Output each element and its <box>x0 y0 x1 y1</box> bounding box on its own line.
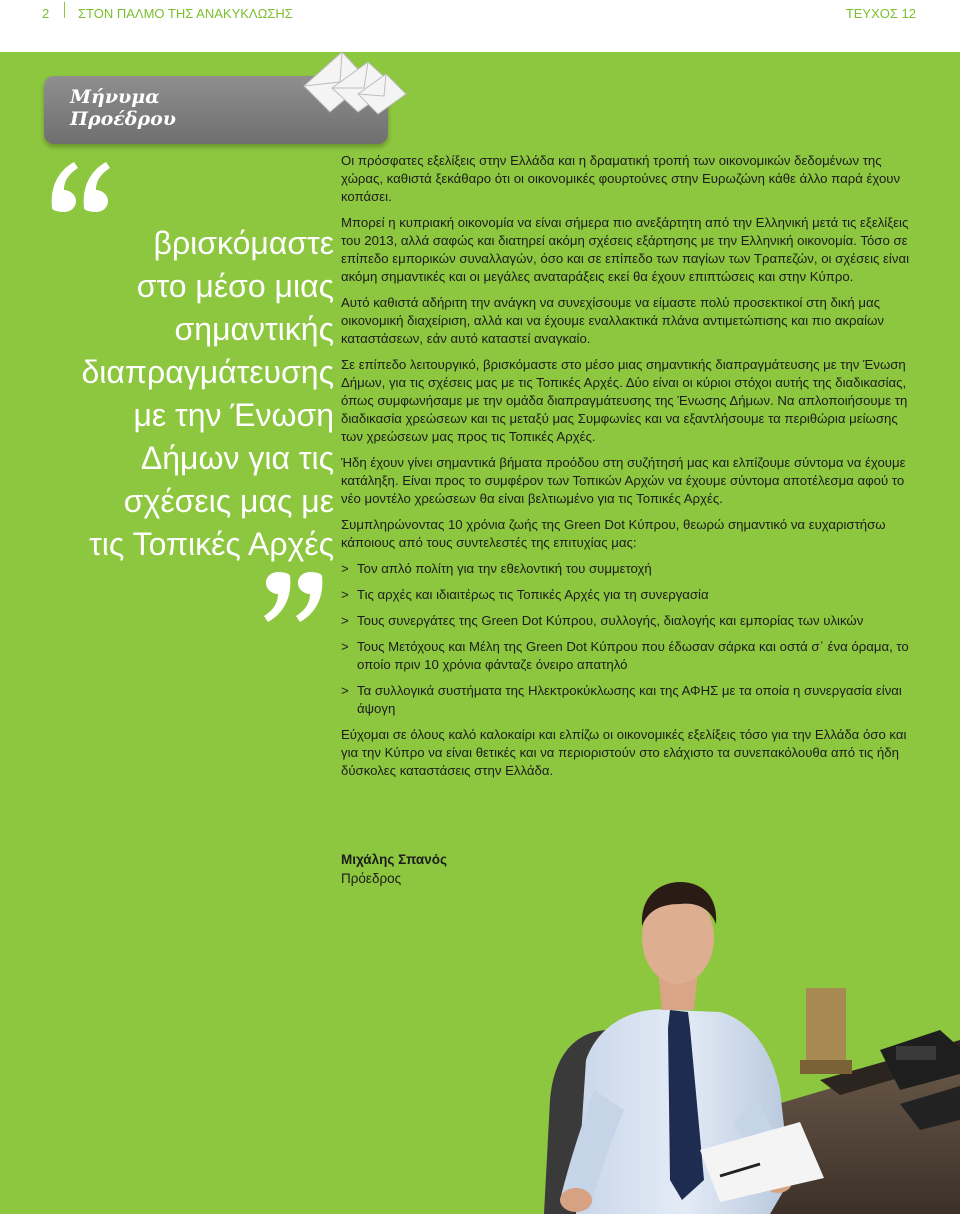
signature-title: Πρόεδρος <box>341 871 402 886</box>
envelopes-icon <box>298 46 410 116</box>
list-item-text: Τον απλό πολίτη για την εθελοντική του συμμετοχή <box>357 561 652 576</box>
page-number: 2 <box>42 6 50 21</box>
section-title-line2: Προέδρου <box>70 108 176 130</box>
section-title <box>70 86 270 130</box>
article-paragraph: Σε επίπεδο λειτουργικό, βρισκόμαστε στο μέσο μιας σημαντικής διαπραγμάτευσης με την Ένωση Δήμων, για τις σχέσεις μας με τις Τοπικές Αρχές. Δύο είναι οι κύριοι στόχοι αυτής της διαδικασίας, όπως συμφωνήσαμε με την ομάδα διαπραγμάτευσης της Ένωσης Δήμων. Να απλοποιήσουμε τη διαδικασία χρεώσεων και τις μεταξύ μας Συμφωνίες και να εξαντλήσουμε τα περιθώρια μείωσης των χρεώσεων μας προς τις Τοπικές Αρχές. <box>341 357 908 444</box>
list-item-text: Τους Μετόχους και Μέλη της Green Dot Κύπρου που έδωσαν σάρκα και οστά σ΄ ένα όραμα, το οποίο πριν 10 χρόνια φάνταζε όνειρο απατηλό <box>357 639 909 672</box>
page-header <box>0 0 960 52</box>
article-paragraph: Συμπληρώνοντας 10 χρόνια ζωής της Green Dot Κύπρου, θεωρώ σημαντικό να ευχαριστήσω κάποιους από τους συντελεστές της επιτυχίας μας: <box>341 517 886 550</box>
bullet-marker: > <box>341 639 349 654</box>
bullet-marker: > <box>341 683 349 698</box>
pull-quote-line: στο μέσο μιας <box>136 268 334 304</box>
list-item-text: Τις αρχές και ιδιαιτέρως τις Τοπικές Αρχές για τη συνεργασία <box>357 587 709 602</box>
article-paragraph: Αυτό καθιστά αδήριτη την ανάγκη να συνεχίσουμε να είμαστε πολύ προσεκτικοί στη δική μας οικονομική διαχείριση, αλλά και να έχουμε εναλλακτικά πλάνα αντιμετώπισης και πιο ακραίων καταστάσεων, εάν αυτό καταστεί αναγκαίο. <box>341 295 884 346</box>
list-item <box>341 612 921 630</box>
article-paragraph: Οι πρόσφατες εξελίξεις στην Ελλάδα και η δραματική τροπή των οικονομικών δεδομένων της χώρας, καθιστά ξεκάθαρο ότι οι οικονομικές φουρτούνες στην Ευρωζώνη κάθε άλλο παρά έχουν κοπάσει. <box>341 153 901 204</box>
pull-quote-line: σημαντικής <box>174 311 334 347</box>
pull-quote <box>36 222 334 566</box>
signature-name: Μιχάλης Σπανός <box>341 852 448 867</box>
header-divider <box>64 2 65 18</box>
issue-number: ΤΕΥΧΟΣ 12 <box>845 6 916 21</box>
article-closing: Εύχομαι σε όλους καλό καλοκαίρι και ελπίζω οι οικονομικές εξελίξεις τόσο για την Ελλάδα όσο και για την Κύπρο να είναι θετικές και να περιοριστούν στο ελάχιστο τα συνεπακόλουθα από τις ήδη δύσκολες καταστάσεις στην Ελλάδα. <box>341 727 907 778</box>
article-paragraph: Μπορεί η κυπριακή οικονομία να είναι σήμερα πιο ανεξάρτητη από την Ελληνική μετά τις εξελίξεις του 2013, αλλά σαφώς και διατηρεί ακόμη σχέσεις εξάρτησης με την Ελληνική οικονομία. Τόσο σε επίπεδο εμπορικών συναλλαγών, όσο και σε επίπεδο των παγίων των Τραπεζών, οι σχέσεις είναι ακόμη σημαντικές και οι μεγάλες αναταράξεις εκεί θα έχουν επιπτώσεις και στην Κύπρο. <box>341 215 910 284</box>
running-head: ΣΤΟΝ ΠΑΛΜΟ ΤΗΣ ΑΝΑΚΥΚΛΩΣΗΣ <box>78 6 293 21</box>
open-quote-icon <box>48 160 112 212</box>
pull-quote-line: βρισκόμαστε <box>153 225 334 261</box>
pull-quote-line: τις Τοπικές Αρχές <box>89 526 334 562</box>
section-title-line1: Μήνυμα <box>70 86 160 108</box>
pull-quote-line: Δήμων για τις <box>140 440 334 476</box>
article-paragraph: Ήδη έχουν γίνει σημαντικά βήματα προόδου στη συζήτησή μας και ελπίζουμε σύντομα να έχουμε κατάληξη. Είναι προς το συμφέρον των Τοπικών Αρχών να έχουμε σύντομα αποτέλεσμα αφού το νέο μοντέλο χρεώσεων θα είναι βελτιωμένο για τις Τοπικές Αρχές. <box>341 455 906 506</box>
close-quote-icon <box>262 572 326 624</box>
bullet-marker: > <box>341 613 349 628</box>
president-photo <box>520 860 960 1214</box>
article-body <box>341 152 921 788</box>
list-item <box>341 560 921 578</box>
list-item <box>341 682 921 718</box>
bullet-marker: > <box>341 587 349 602</box>
list-item <box>341 638 921 674</box>
pull-quote-line: με την Ένωση <box>133 397 334 433</box>
list-item-text: Τους συνεργάτες της Green Dot Κύπρου, συλλογής, διαλογής και εμπορίας των υλικών <box>357 613 864 628</box>
bullet-marker: > <box>341 561 349 576</box>
pull-quote-line: σχέσεις μας με <box>123 483 334 519</box>
list-item <box>341 586 921 604</box>
list-item-text: Τα συλλογικά συστήματα της Ηλεκτροκύκλωσης και της ΑΦΗΣ με τα οποία η συνεργασία είναι άψογη <box>357 683 902 716</box>
pull-quote-line: διαπραγμάτευσης <box>81 354 334 390</box>
